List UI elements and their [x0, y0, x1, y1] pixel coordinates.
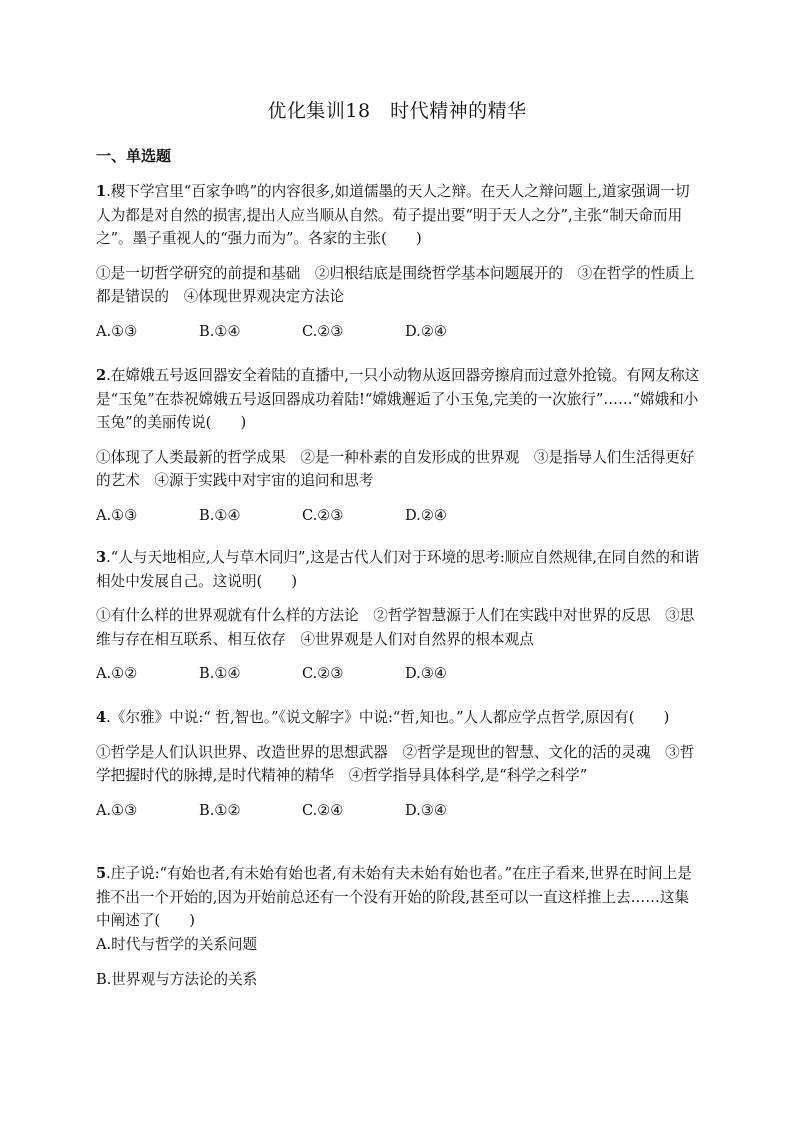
question-1: [96, 180, 702, 343]
question-2: [96, 364, 702, 527]
page-title: 优化集训18 时代精神的精华: [267, 100, 527, 122]
choice-a[interactable]: A.①③: [96, 801, 138, 819]
choice-c[interactable]: C.②③: [302, 506, 344, 524]
choice-a[interactable]: A.①③: [96, 506, 138, 524]
choice-b[interactable]: B.①②: [199, 801, 241, 819]
choice-d[interactable]: D.②④: [405, 322, 447, 340]
choice-c[interactable]: C.②④: [302, 801, 344, 819]
choice-a[interactable]: A.①②: [96, 665, 138, 682]
question-statements: ①体现了人类最新的哲学成果 ②是一种朴素的自发形成的世界观 ③是指导人们生活得更好的艺术 ④源于实践中对宇宙的追问和思考: [96, 448, 695, 489]
question-stem: 5.庄子说:“有始也者,有未始有始也者,有未始有夫未始有始也者。”在庄子看来,世界在时间上是推不出一个开始的,因为开始前总还有一个没有开始的阶段,甚至可以一直这样推上去……这集中阐述了( ): [96, 865, 692, 929]
choice-d[interactable]: D.③④: [405, 801, 447, 819]
question-statements: ①有什么样的世界观就有什么样的方法论 ②哲学智慧源于人们在实践中对世界的反思 ③思维与存在相互联系、相互依存 ④世界观是人们对自然界的根本观点: [96, 607, 695, 648]
choice-c[interactable]: C.②③: [302, 322, 344, 340]
question-5: [96, 862, 702, 992]
question-3: [96, 546, 702, 686]
question-stem: 3.“人与天地相应,人与草木同归”,这是古代人们对于环境的思考:顺应自然规律,在同自然的和谐相处中发展自己。这说明( ): [96, 549, 700, 590]
question-statements: ①是一切哲学研究的前提和基础 ②归根结底是围绕哲学基本问题展开的 ③在哲学的性质上都是错误的 ④体现世界观决定方法论: [96, 264, 695, 305]
question-4: [96, 706, 702, 822]
answer-choices: [96, 504, 702, 528]
choice-b[interactable]: B.①④: [199, 322, 241, 340]
choice-d[interactable]: D.③④: [405, 665, 447, 682]
question-number: 4: [96, 709, 107, 726]
choice-b[interactable]: B.①④: [199, 665, 241, 682]
question-number: 5: [96, 865, 107, 882]
choice-d[interactable]: D.②④: [405, 506, 447, 524]
answer-choices: [96, 320, 702, 344]
choice-a[interactable]: A.时代与哲学的关系问题: [96, 935, 258, 953]
choice-c[interactable]: C.②③: [302, 665, 344, 682]
section-heading: 一、单选题: [96, 147, 172, 165]
answer-choices: [96, 799, 702, 823]
question-stem: 4.《尔雅》中说:“ 哲,智也。”《说文解字》中说:“哲,知也。”人人都应学点哲学,原因有( ): [96, 709, 670, 726]
answer-choices: [96, 662, 702, 686]
question-number: 3: [96, 549, 107, 566]
choice-a[interactable]: A.①③: [96, 322, 138, 340]
question-stem: 2.在嫦娥五号返回器安全着陆的直播中,一只小动物从返回器旁擦肩而过意外抢镜。有网友称这是“玉兔”在恭祝嫦娥五号返回器成功着陆!“嫦娥邂逅了小玉兔,完美的一次旅行”……“嫦娥和小玉兔”的美丽传说( ): [96, 367, 700, 431]
choice-b[interactable]: B.世界观与方法论的关系: [96, 971, 258, 988]
choice-b[interactable]: B.①④: [199, 506, 241, 524]
question-number: 1: [96, 183, 107, 200]
question-stem: 1.稷下学宫里“百家争鸣”的内容很多,如道儒墨的天人之辩。在天人之辩问题上,道家强调一切人为都是对自然的损害,提出人应当顺从自然。荀子提出要“明于天人之分”,主张“制天命而用之”。墨子重视人的“强力而为”。各家的主张( ): [96, 183, 690, 247]
question-statements: ①哲学是人们认识世界、改造世界的思想武器 ②哲学是现世的智慧、文化的活的灵魂 ③哲学把握时代的脉搏,是时代精神的精华 ④哲学指导具体科学,是“科学之科学”: [96, 743, 695, 784]
question-number: 2: [96, 367, 107, 384]
